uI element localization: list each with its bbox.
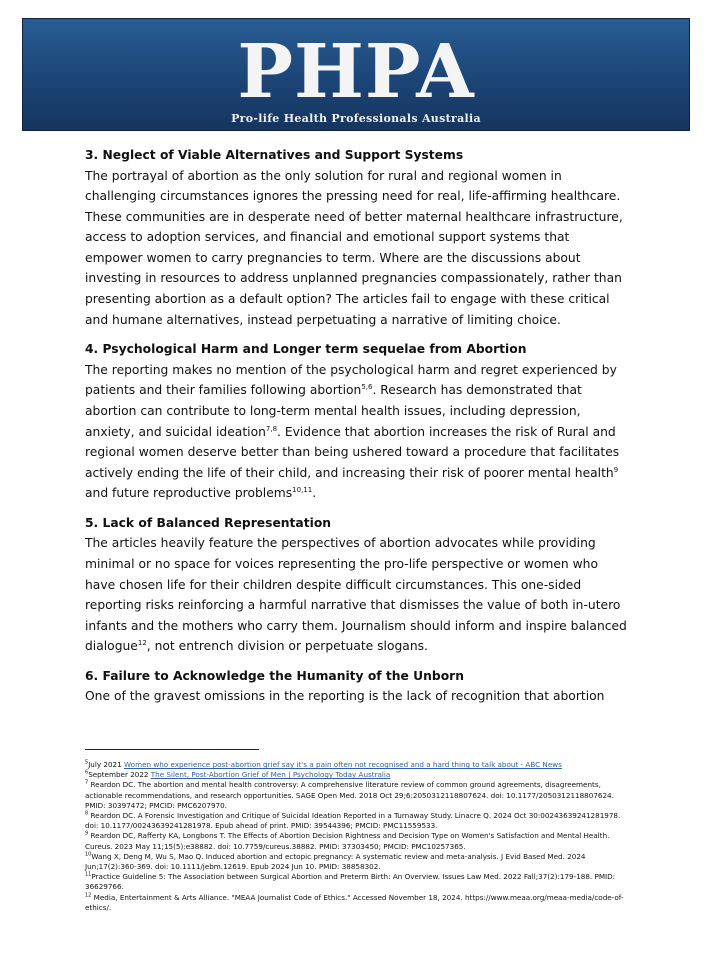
footnote-number: 12 <box>85 892 92 899</box>
footnote-text: Reardon DC, Rafferty KA, Longbons T. The Effects of Abortion Decision Rightness and Decision Type on Women's Satisfaction and Mental Health. Cureus. 2023 May 11;15(5):e38882. doi: 10.7759/cureus.38882. PMID: 37303450; PMCID: PMC10257365. <box>85 831 610 851</box>
footnote-number: 5 <box>85 759 89 766</box>
citation-mark: 7,8 <box>265 424 278 433</box>
footnote-divider <box>85 749 259 750</box>
text-run: , not entrench division or perpetuate slogans. <box>146 639 428 654</box>
footnote-link[interactable]: Women who experience post-abortion grief say it's a pain often not recognised and a hard thing to talk about - ABC News <box>123 760 562 769</box>
footnotes <box>85 760 630 913</box>
text-run: The reporting makes no mention of the psychological harm and regret experienced by patients and their families following abortion <box>85 362 617 398</box>
footnote <box>85 760 630 770</box>
footnote-number: 7 <box>85 780 89 787</box>
footnote <box>85 831 630 851</box>
citation-mark: 5,6 <box>361 383 373 392</box>
footnote <box>85 872 630 892</box>
footnote-text: Reardon DC. A Forensic Investigation and Critique of Suicidal Ideation Reported in a Turnaway Study. Linacre Q. 2024 Oct 30:00243639241281978. doi: 10.1177/00243639241281978. Epub ahead of print. PMID: 39544396; PMCID: PMC11559533. <box>85 811 621 831</box>
section-paragraph: One of the gravest omissions in the reporting is the lack of recognition that abortion <box>85 689 605 704</box>
footnote-text: Reardon DC. The abortion and mental health controversy: A comprehensive literature review of common ground agreements, disagreements, actionable recommendations, and research opportunities. SAGE Open Med. 2018 Oct 29;6:2050312118807624. doi: 10.1177/2050312118807624. PMID: 30397472; PMCID: PMC6207970. <box>85 780 614 810</box>
footnote-text: Media, Entertainment & Arts Alliance. "MEAA Journalist Code of Ethics." Accessed November 18, 2024. https://www.meaa.org/meaa-media/code-of-ethics/. <box>85 892 624 912</box>
text-run: . Evidence that abortion increases the risk of Rural and regional women deserve better than being ushered toward a procedure that facilitates actively ending the life of their child, and increasing their risk of poorer mental health <box>85 424 620 480</box>
section-6 <box>85 666 630 707</box>
citation-mark: 9 <box>613 465 619 474</box>
citation-mark: 10,11 <box>292 486 313 495</box>
section-4 <box>85 339 630 504</box>
section-paragraph <box>85 360 630 504</box>
section-paragraph <box>85 533 630 657</box>
section-3 <box>85 145 630 330</box>
text-run: . Research has demonstrated that abortion can contribute to long-term mental health issues, including depression, anxiety, and suicidal ideation <box>85 383 582 439</box>
footnote-text: September 2022 <box>88 770 151 780</box>
footnote <box>85 780 630 811</box>
text-run: . <box>312 486 317 501</box>
logo-text: PHPA <box>237 29 475 115</box>
footnote <box>85 852 630 872</box>
section-heading: 4. Psychological Harm and Longer term sequelae from Abortion <box>85 342 527 357</box>
footnote-number: 10 <box>85 851 92 858</box>
footnote <box>85 893 630 913</box>
citation-mark: 12 <box>137 639 147 648</box>
footnote-number: 11 <box>85 871 92 878</box>
footnote-link[interactable]: The Silent, Post-Abortion Grief of Men | Psychology Today Australia <box>150 770 391 780</box>
footnote <box>85 811 630 831</box>
text-run: and future reproductive problems <box>85 486 293 501</box>
footnote-text: July 2021 <box>88 760 124 769</box>
footnote-number: 8 <box>85 810 89 817</box>
section-5 <box>85 513 630 657</box>
footnote-number: 9 <box>85 831 89 838</box>
footnote-text: Wang X, Deng M, Wu S, Mao Q. Induced abortion and ectopic pregnancy: A systematic review and meta-analysis. J Evid Based Med. 2024 Jun;17(2):360-369. doi: 10.1111/jebm.12619. Epub 2024 Jun 10. PMID: 38858302. <box>85 851 586 872</box>
section-heading: 3. Neglect of Viable Alternatives and Support Systems <box>85 148 464 162</box>
section-heading: 5. Lack of Balanced Representation <box>85 515 332 530</box>
tagline: Pro-life Health Professionals Australia <box>231 112 481 125</box>
section-heading: 6. Failure to Acknowledge the Humanity of the Unborn <box>85 668 464 683</box>
section-paragraph: The portrayal of abortion as the only solution for rural and regional women in challenging circumstances ignores the pressing need for real, life-affirming healthcare. These communities are in desperate need of better maternal healthcare infrastructure, access to adoption services, and financial and emotional support systems that empower women to carry pregnancies to term. Where are the discussions about investing in resources to address unplanned pregnancies compassionately, rather than presenting abortion as a default option? The articles fail to engage with these critical and humane alternatives, instead perpetuating a narrative of limiting choice. <box>85 168 623 327</box>
header-banner <box>22 18 690 131</box>
footnote <box>85 770 630 780</box>
footnote-text: Practice Guideline 5: The Association between Surgical Abortion and Preterm Birth: An Overview. Issues Law Med. 2022 Fall;37(2):179-188. PMID: 36629766. <box>85 872 616 892</box>
text-run: The articles heavily feature the perspectives of abortion advocates while providing minimal or no space for voices representing the pro-life perspective or women who have chosen life for their children despite difficult circumstances. This one-sided reporting risks reinforcing a harmful narrative that dismisses the value of both in-utero infants and the mothers who carry them. Journalism should inform and inspire balanced dialogue <box>85 536 627 654</box>
document-body <box>85 145 630 716</box>
footnote-number: 6 <box>85 769 89 776</box>
